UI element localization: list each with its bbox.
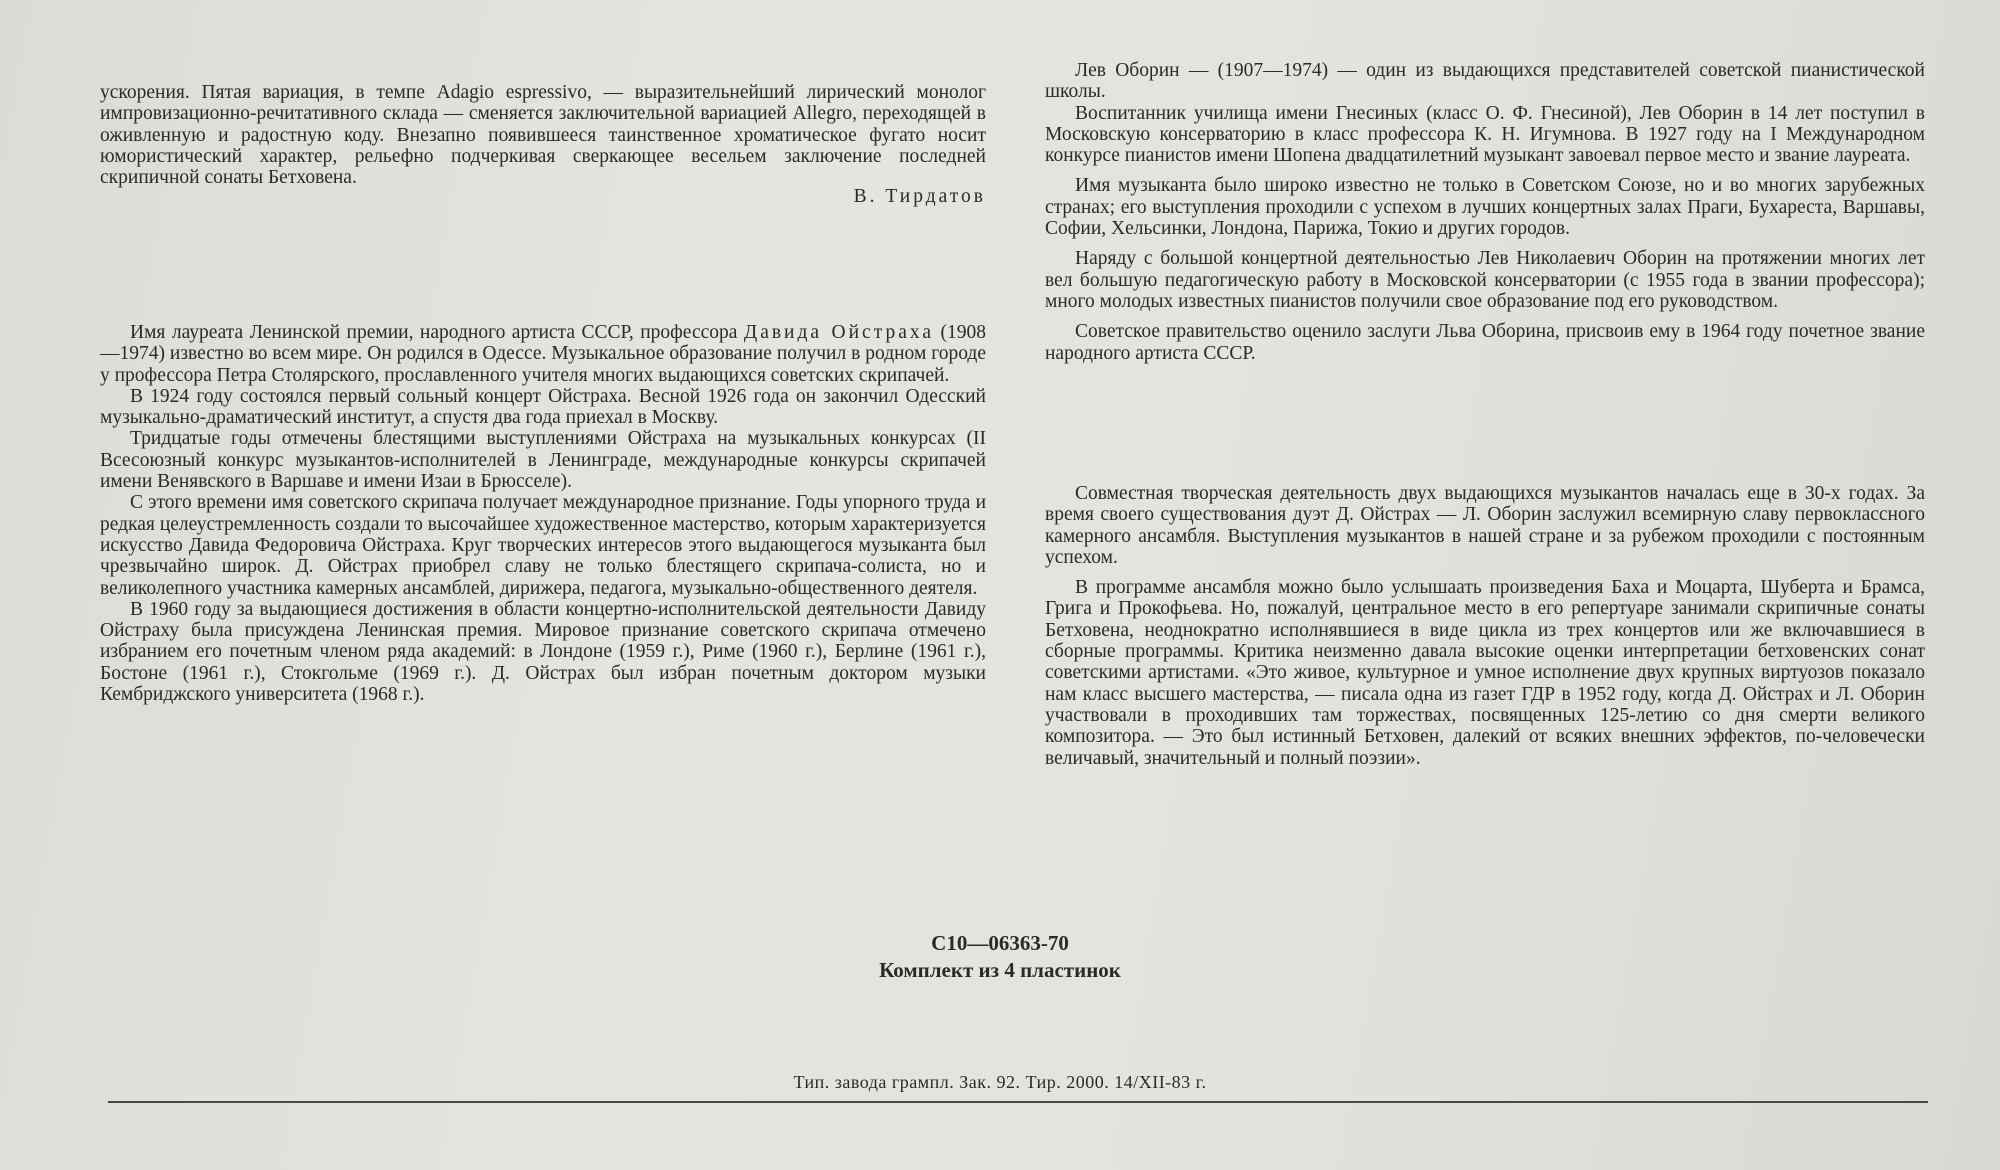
duo-paragraph: Совместная творческая деятельность двух выдающихся музыкантов началась еще в 30-х годах. За время своего существования дуэт Д. Ойстрах — Л. Оборин заслужил всемирную славу первоклассного камерного ансамбля. Выступления музыкантов в нашей стране и за рубежом проходили с постоянным успехом. xyxy=(1045,483,1925,568)
duo-paragraph: В программе ансамбля можно было услышаать произведения Баха и Моцарта, Шуберта и Брамса, Грига и Прокофьева. Но, пожалуй, центральное место в его репертуаре занимали скрипичные сонаты Бетховена, неоднократно исполнявшиеся в виде цикла из трех концертов или же включавшиеся в сборные программы. Критика неизменно давала высокие оценки интерпретации бетховенских сонат советскими артистами. «Это живое, культурное и умное исполнение двух крупных виртуозов показало нам класс высшего мастерства, — писала одна из газет ГДР в 1952 году, когда Д. Ойстрах и Л. Оборин участвовали в проходивших там торжествах, посвященных 125-летию со дня смерти великого композитора. — Это был истинный Бетховен, далекий от всяких внешних эффектов, по-человечески величавый, значительный и полный поэзии». xyxy=(1045,577,1925,769)
catalog-number: С10—06363-70 xyxy=(931,931,1069,955)
oborin-intro-paragraph: Лев Оборин — (1907—1974) — один из выдающихся представителей советской пианистической школы. xyxy=(1045,60,1925,103)
footer-divider xyxy=(108,1101,1928,1103)
biography-paragraph: Наряду с большой концертной деятельностью Лев Николаевич Оборин на протяжении многих лет вел большую педагогическую работу в Московской консерватории (с 1955 года в звании профессора); много молодых известных пианистов получили свое образование под его руководством. xyxy=(1045,248,1925,312)
biography-paragraph: С этого времени имя советского скрипача получает международное признание. Годы упорного труда и редкая целеустремленность создали то высочайшее художественное мастерство, которым характеризуется искусство Давида Федоровича Ойстраха. Круг творческих интересов этого выдающегося музыканта был чрезвычайно широк. Д. Ойстрах приобрел славу не только блестящего скрипача-солиста, но и великолепного участника камерных ансамблей, дирижера, педагога, музыкально-общественного деятеля. xyxy=(100,492,986,599)
print-info: Тип. завода грампл. Зак. 92. Тир. 2000. 14/XII-83 г. xyxy=(793,1072,1207,1092)
biography-paragraph: Имя музыканта было широко известно не только в Советском Союзе, но и во многих зарубежных странах; его выступления проходили с успехом в лучших концертных залах Праги, Бухареста, Варшавы, Софии, Хельсинки, Лондона, Парижа, Токио и других городов. xyxy=(1045,175,1925,240)
catalog-block xyxy=(0,930,2000,984)
sonata-commentary-column xyxy=(100,82,986,208)
oborin-biography-column xyxy=(1045,60,1925,373)
biography-paragraph: В 1960 году за выдающиеся достижения в области концертно-исполнительской деятельности Давиду Ойстраху была присуждена Ленинская премия. Мировое признание советского скрипача отмечено избранием его почетным членом ряда академий: в Лондоне (1959 г.), Риме (1960 г.), Берлине (1961 г.), Бостоне (1961 г.), Стокгольме (1969 г.). Д. Ойстрах был избран почетным доктором музыки Кембриджского университета (1968 г.). xyxy=(100,598,986,706)
biography-paragraph: Советское правительство оценило заслуги Льва Оборина, присвоив ему в 1964 году почетное звание народного артиста СССР. xyxy=(1045,321,1925,364)
biography-paragraph: Тридцатые годы отмечены блестящими выступлениями Ойстраха на музыкальных конкурсах (II Всесоюзный конкурс музыкантов-исполнителей в Ленинграде, международные конкурсы скрипачей имени Венявского в Варшаве и имени Изаи в Брюсселе). xyxy=(100,428,986,493)
set-description: Комплект из 4 пластинок xyxy=(879,958,1121,982)
biography-paragraph: Воспитанник училища имени Гнесиных (класс О. Ф. Гнесиной), Лев Оборин в 14 лет поступил в Московскую консерваторию в класс профессора К. Н. Игумнова. В 1927 году на I Международном конкурсе пианистов имени Шопена двадцатилетний музыкант завоевал первое место и звание лауреата. xyxy=(1045,102,1925,167)
oistrakh-name: Давида Ойстраха xyxy=(743,322,935,343)
intro-text-start: Имя лауреата Ленинской премии, народного артиста СССР, профессора xyxy=(130,322,744,343)
duo-history-column xyxy=(1045,483,1925,778)
author-signature: В. Тирдатов xyxy=(853,186,986,208)
oistrakh-biography-column xyxy=(100,322,986,705)
intro-text-end: (1908—1974) известно во всем мире. Он родился в Одессе. Музыкальное образование получил в родном городе у профессора Петра Столярского, прославленного учителя многих выдающихся советских скрипачей. xyxy=(100,322,986,386)
commentary-paragraph: ускорения. Пятая вариация, в темпе Adagio espressivo, — выразительнейший лирический монолог импровизационно-речитативного склада — сменяется заключительной вариацией Allegro, переходящей в оживленную и радостную коду. Внезапно появившееся таинственное хроматическое фугато носит юмористический характер, рельефно подчеркивая сверкающее весельем заключение последней скрипичной сонаты Бетховена. xyxy=(100,82,986,189)
biography-paragraph: В 1924 году состоялся первый сольный концерт Ойстраха. Весной 1926 года он закончил Одесский музыкально-драматический институт, а спустя два года приехал в Москву. xyxy=(100,385,986,429)
oistrakh-intro-paragraph xyxy=(100,322,986,386)
